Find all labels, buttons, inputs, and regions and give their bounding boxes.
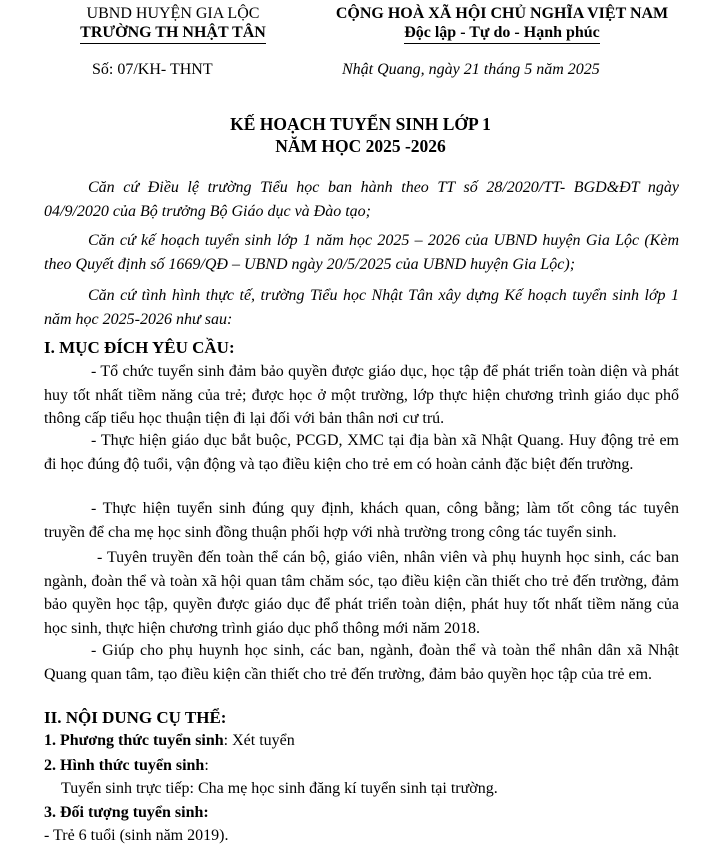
document-subtitle: NĂM HỌC 2025 -2026 (275, 136, 446, 156)
preamble-paragraph: Căn cứ kế hoạch tuyển sinh lớp 1 năm học 2025 – 2026 của UBND huyện Gia Lộc (Kèm theo Quyết định số 1669/QĐ – UBND ngày 20/5/2025 của UBND huyện Gia Lộc); (44, 232, 679, 273)
admission-form-value: Tuyển sinh trực tiếp: Cha mẹ học sinh đăng kí tuyển sinh tại trường. (61, 780, 498, 797)
purpose-item: - Giúp cho phụ huynh học sinh, các ban, ngành, đoàn thể và toàn thể nhân dân xã Nhật Quang quan tâm, tạo điều kiện cần thiết cho trẻ đến trường, đảm bảo quyền học tập của trẻ em. (44, 642, 679, 683)
admission-form-colon: : (204, 757, 209, 774)
purpose-item: - Tuyên truyền đến toàn thể cán bộ, giáo viên, nhân viên và phụ huynh học sinh, các ban ngành, đoàn thể và toàn xã hội quan tâm chăm sóc, tạo điều kiện cần thiết cho trẻ đến trường, đảm bảo quyền học tập, quyền được giáo dục để phát triển toàn diện, phát huy tốt nhất tiềm năng của học sinh, thực hiện chương trình giáo dục phổ thông mới năm 2018. (44, 549, 679, 637)
admission-method (44, 732, 295, 750)
section-heading-purpose: I. MỤC ĐÍCH YÊU CẦU: (44, 338, 235, 357)
admission-target-value: - Trẻ 6 tuổi (sinh năm 2019). (44, 827, 229, 844)
document-number: Số: 07/KH- THNT (92, 61, 213, 78)
issuer-school: TRƯỜNG TH NHẬT TÂN (80, 23, 266, 44)
admission-method-value: : Xét tuyển (223, 732, 295, 749)
document-title: KẾ HOẠCH TUYỂN SINH LỚP 1 (230, 114, 491, 134)
admission-form-label: 2. Hình thức tuyển sinh (44, 757, 205, 774)
issuer-org: UBND HUYỆN GIA LỘC (86, 5, 260, 22)
country-name: CỘNG HOÀ XÃ HỘI CHỦ NGHĨA VIỆT NAM (335, 5, 669, 22)
preamble-paragraph: Căn cứ tình hình thực tế, trường Tiểu học Nhật Tân xây dựng Kế hoạch tuyển sinh lớp 1 năm học 2025-2026 như sau: (44, 287, 679, 328)
admission-form (44, 757, 209, 775)
issuer-block (58, 4, 288, 44)
place-and-date: Nhật Quang, ngày 21 tháng 5 năm 2025 (342, 61, 600, 78)
admission-method-label: 1. Phương thức tuyển sinh (44, 732, 224, 749)
preamble-paragraph: Căn cứ Điều lệ trường Tiểu học ban hành theo TT số 28/2020/TT- BGD&ĐT ngày 04/9/2020 của Bộ trưởng Bộ Giáo dục và Đào tạo; (44, 179, 679, 220)
national-motto: Độc lập - Tự do - Hạnh phúc (404, 23, 600, 44)
section-heading-content: II. NỘI DUNG CỤ THỂ: (44, 708, 227, 727)
admission-target (44, 804, 209, 822)
purpose-item: - Tổ chức tuyển sinh đảm bảo quyền được giáo dục, học tập để phát triển toàn diện và phát huy tốt nhất tiềm năng của trẻ; được học ở một trường, lớp thực hiện chương trình giáo dục phổ thông cấp tiểu học thuận tiện đi lại đối với bản thân nơi cư trú. (44, 363, 679, 427)
national-header (318, 4, 686, 44)
admission-target-label: 3. Đối tượng tuyển sinh: (44, 804, 209, 821)
purpose-item: - Thực hiện giáo dục bắt buộc, PCGD, XMC tại địa bàn xã Nhật Quang. Huy động trẻ em đi học đúng độ tuổi, vận động và tạo điều kiện cho trẻ em có hoàn cảnh đặc biệt đến trường. (44, 432, 679, 473)
purpose-item: - Thực hiện tuyển sinh đúng quy định, khách quan, công bằng; làm tốt công tác tuyên truyền để cha mẹ học sinh đồng thuận phối hợp với nhà trường trong công tác tuyển sinh. (44, 500, 679, 541)
